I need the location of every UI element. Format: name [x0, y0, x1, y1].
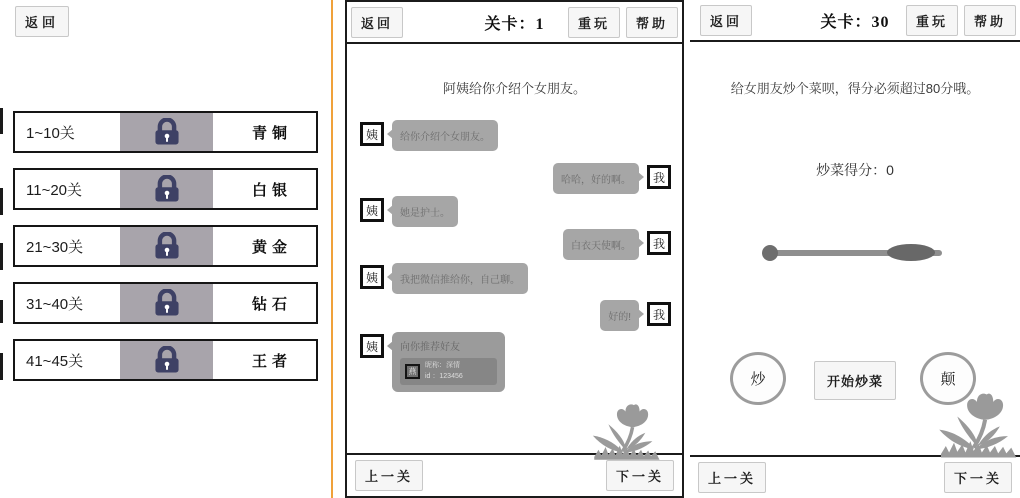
- friend-card-info: [425, 361, 463, 382]
- lock-strip: [120, 341, 213, 379]
- chat-message-aunt: [360, 120, 671, 151]
- level-range-label: 1~10关: [26, 124, 75, 142]
- cook-area: [690, 42, 1020, 453]
- level-range-label: 21~30关: [26, 238, 84, 256]
- aunt-avatar: 姨: [360, 334, 384, 358]
- level-range-label: 31~40关: [26, 295, 84, 313]
- chat-bubble: 我把微信推给你，自己聊。: [392, 263, 528, 294]
- chat-bubble: 给你介绍个女朋友。: [392, 120, 498, 151]
- level-indicator: 关卡：30: [820, 13, 890, 31]
- aunt-avatar: 姨: [360, 198, 384, 222]
- cutoff-row-edge: [0, 108, 3, 134]
- tier-label: 钻石: [251, 296, 292, 313]
- lock-strip: [120, 170, 213, 208]
- friend-recommend-card[interactable]: [392, 332, 505, 392]
- chat-bubble: 哈哈，好的啊。: [553, 163, 639, 194]
- me-avatar: 我: [647, 165, 671, 189]
- plant-icon: [590, 403, 668, 461]
- tier-label: 白银: [251, 182, 292, 199]
- lock-icon: [151, 346, 183, 374]
- level-indicator: 关卡：1: [484, 15, 545, 33]
- stir-button[interactable]: 炒: [730, 352, 786, 405]
- cutoff-row-edge: [0, 353, 3, 380]
- lock-icon: [151, 232, 183, 260]
- chat-message-me: [360, 229, 671, 260]
- next-level-button[interactable]: 下一关: [944, 462, 1012, 493]
- friend-card-body: [400, 358, 497, 385]
- help-button[interactable]: 帮助: [626, 7, 678, 38]
- level-goal-text: 给女朋友炒个菜呗，得分必须超过80分哦。: [730, 81, 980, 96]
- chat-header: [347, 2, 682, 44]
- replay-button[interactable]: 重玩: [568, 7, 620, 38]
- chat-bubble: 好的!: [600, 300, 639, 331]
- friend-id: id ：123456: [425, 372, 463, 380]
- next-level-button[interactable]: 下一关: [606, 460, 674, 491]
- level-group-row-silver[interactable]: [13, 168, 318, 210]
- friend-card-title: 向你推荐好友: [400, 342, 460, 353]
- level-range-label: 11~20关: [26, 181, 83, 199]
- level-group-row-bronze[interactable]: [13, 111, 318, 153]
- lock-strip: [120, 113, 213, 151]
- cutoff-row-edge: [0, 300, 3, 323]
- chat-message-friend-card: [360, 332, 671, 392]
- chat-bubble: 她是护士。: [392, 196, 458, 227]
- prev-level-button[interactable]: 上一关: [355, 460, 423, 491]
- spatula-blade: [887, 244, 935, 261]
- level-group-row-gold[interactable]: [13, 225, 318, 267]
- lock-strip: [120, 227, 213, 265]
- lock-icon: [151, 175, 183, 203]
- lock-icon: [151, 118, 183, 146]
- level-group-row-diamond[interactable]: [13, 282, 318, 324]
- me-avatar: 我: [647, 231, 671, 255]
- back-button[interactable]: 返回: [351, 7, 403, 38]
- lock-strip: [120, 284, 213, 322]
- replay-button[interactable]: 重玩: [906, 5, 958, 36]
- level-range-label: 41~45关: [26, 352, 84, 370]
- cutoff-row-edge: [0, 188, 3, 215]
- level-group-row-king[interactable]: [13, 339, 318, 381]
- prev-level-button[interactable]: 上一关: [698, 462, 766, 493]
- chat-message-aunt: [360, 263, 671, 294]
- aunt-avatar: 姨: [360, 122, 384, 146]
- flip-button[interactable]: 颠: [920, 352, 976, 405]
- help-button[interactable]: 帮助: [964, 5, 1016, 36]
- cook-header: [690, 0, 1020, 42]
- chat-level-screen: [345, 0, 684, 498]
- aunt-avatar: 姨: [360, 265, 384, 289]
- cutoff-row-edge: [0, 243, 3, 270]
- friend-nickname: 昵称：深情: [425, 362, 460, 369]
- cook-footer: [690, 455, 1020, 498]
- cook-score-text: 炒菜得分：0: [816, 162, 894, 178]
- chat-message-aunt: [360, 196, 671, 227]
- tier-label: 黄金: [251, 239, 292, 256]
- level-select-screen: [0, 0, 331, 498]
- panel-divider: [331, 0, 333, 498]
- tier-label: 青铜: [251, 125, 292, 142]
- chat-area: [347, 44, 682, 455]
- chat-bubble: 白衣天使啊。: [563, 229, 639, 260]
- friend-avatar: 燕: [405, 364, 420, 379]
- level-goal-text: 阿姨给你介绍个女朋友。: [442, 81, 586, 96]
- spatula-knob: [762, 245, 778, 261]
- back-button[interactable]: 返回: [700, 5, 752, 36]
- me-avatar: 我: [647, 302, 671, 326]
- plant-icon: [936, 392, 1020, 459]
- start-cooking-button[interactable]: 开始炒菜: [814, 361, 896, 400]
- chat-message-me: [360, 163, 671, 194]
- tier-label: 王者: [251, 353, 292, 370]
- lock-icon: [151, 289, 183, 317]
- chat-message-me: [360, 300, 671, 331]
- back-button[interactable]: 返回: [15, 6, 69, 37]
- cooking-level-screen: [690, 0, 1020, 498]
